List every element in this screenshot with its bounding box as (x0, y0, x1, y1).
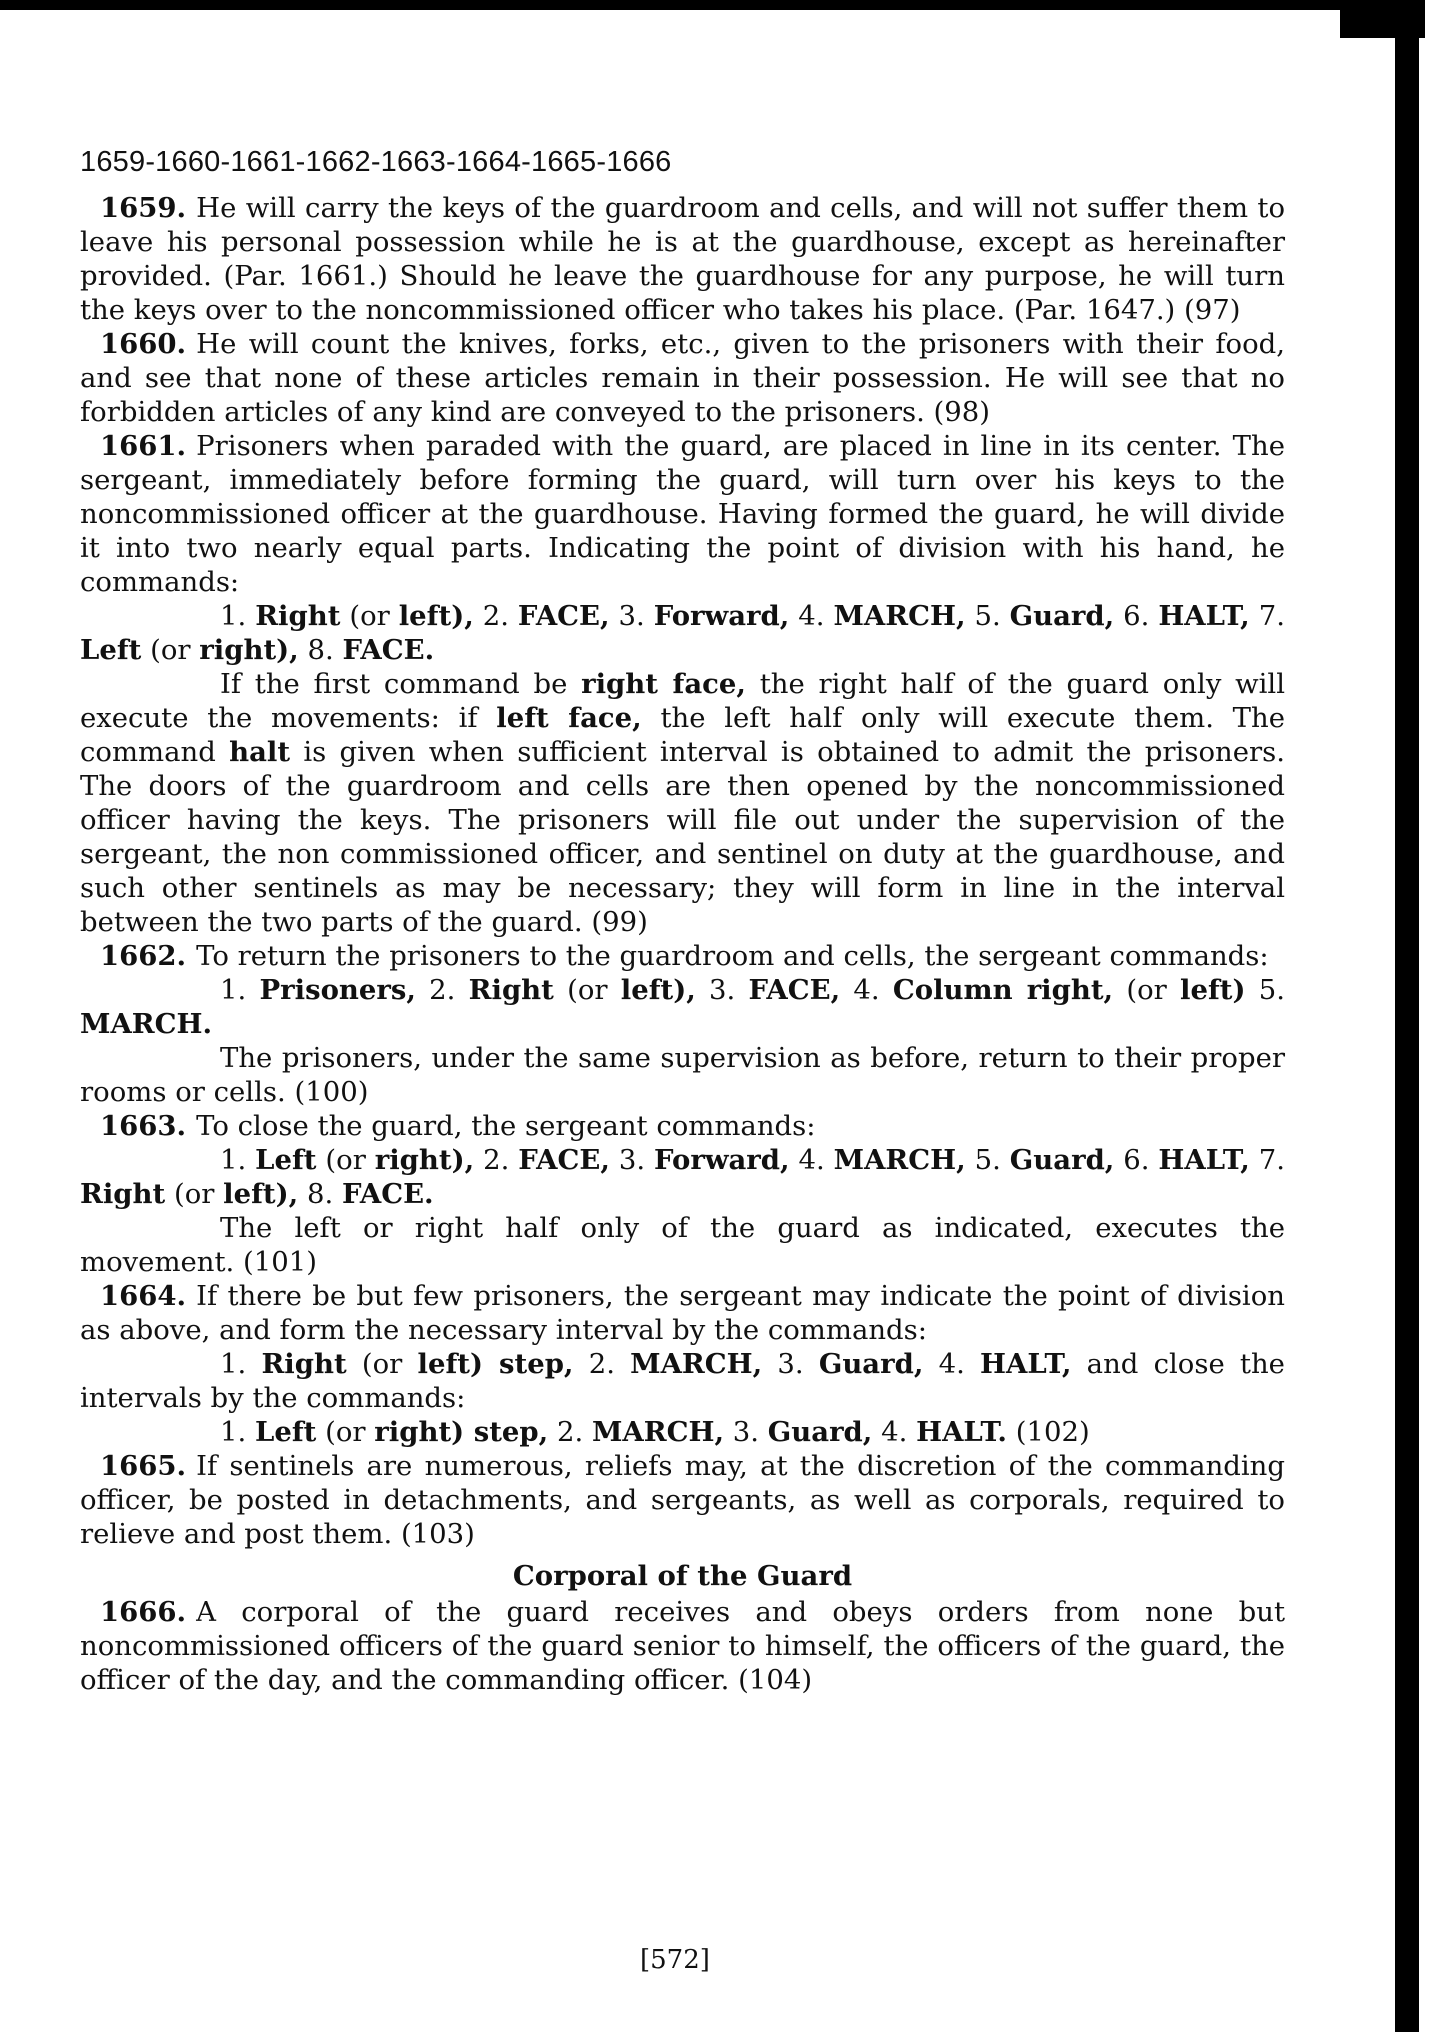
command-separator: 5. (965, 600, 1010, 632)
command-word: Column right, (892, 974, 1114, 1006)
paragraph-text: If sentinels are numerous, reliefs may, at the discretion of the commanding officer, be posted in detachments, and sergeants, as well as corporals, required to relieve and post them. (103) (80, 1450, 1285, 1550)
command-word: Guard, (1009, 1144, 1115, 1176)
command-separator: 8. (298, 1178, 342, 1210)
paragraph-text: To close the guard, the sergeant commands: (196, 1110, 816, 1142)
command-word: left) step, (417, 1348, 574, 1380)
command-number: 1. (220, 1416, 255, 1448)
command-word: left), (223, 1178, 299, 1210)
paragraph-text: He will count the knives, forks, etc., given to the prisoners with their food, and see that none of these articles remain in their possession. He will see that no forbidden articles of any kind are conveyed to the prisoners. (98) (80, 328, 1285, 428)
command-sequence (80, 1415, 1285, 1449)
command-word: HALT, (1158, 1144, 1250, 1176)
scan-top-border (0, 0, 1420, 10)
command-separator: (or (316, 1416, 375, 1448)
command-word: HALT, (980, 1348, 1072, 1380)
paragraph-number: 1666. (100, 1596, 187, 1628)
command-separator: (or (553, 974, 621, 1006)
paragraph-text: To return the prisoners to the guardroom and cells, the sergeant commands: (196, 940, 1269, 972)
paragraph-1666 (80, 1595, 1285, 1697)
document-page (80, 145, 1285, 1697)
command-separator: 2. (548, 1416, 592, 1448)
command-word: left), (620, 974, 696, 1006)
command-word: Guard, (818, 1348, 924, 1380)
command-separator: 4. (923, 1348, 981, 1380)
paragraph-1662 (80, 939, 1285, 973)
command-word: left) (1180, 974, 1246, 1006)
command-separator: 7. (1249, 1144, 1285, 1176)
command-separator: 6. (1114, 600, 1159, 632)
command-sequence (80, 1143, 1285, 1211)
command-sequence (80, 599, 1285, 667)
text-run: is given when sufficient interval is obtained to admit the prisoners. The doors of the guardroom and cells are then opened by the noncommissioned officer having the keys. The prisoners will file out under the supervision of the sergeant, the non commissioned officer, and sentinel on duty at the guardhouse, and such other sentinels as may be necessary; they will form in line in the interval between the two parts of the guard. (99) (80, 736, 1285, 938)
command-separator: 7. (1249, 600, 1285, 632)
text-run: the right half of the guard only will execute the movements: if (80, 668, 1286, 734)
command-word: Prisoners, (259, 974, 416, 1006)
command-separator: (or (1113, 974, 1181, 1006)
command-word: left), (398, 600, 474, 632)
paragraph-text: If there be but few prisoners, the sergeant may indicate the point of division as above, and form the necessary interval by the commands: (80, 1280, 1285, 1346)
paragraph-number: 1665. (100, 1450, 187, 1482)
paragraph-1660 (80, 327, 1285, 429)
command-word: right), (374, 1144, 475, 1176)
command-separator: 5. (965, 1144, 1010, 1176)
command-word: Guard, (767, 1416, 873, 1448)
command-word: MARCH. (80, 1008, 213, 1040)
command-separator: 3. (762, 1348, 819, 1380)
command-word: Right (255, 600, 341, 632)
command-separator: 3. (695, 974, 749, 1006)
command-separator: 3. (724, 1416, 768, 1448)
running-header: 1659-1660-1661-1662-1663-1664-1665-1666 (80, 146, 672, 178)
paragraph-continuation: The prisoners, under the same supervision as before, return to their proper rooms or cells. (100) (80, 1042, 1285, 1108)
bold-term: right face, (581, 668, 746, 700)
paragraph-continuation: The left or right half only of the guard as indicated, executes the movement. (101) (80, 1212, 1285, 1278)
paragraph-number: 1664. (100, 1280, 187, 1312)
command-separator: (or (141, 634, 200, 666)
command-separator: 2. (473, 600, 518, 632)
command-word: MARCH, (630, 1348, 763, 1380)
command-word: Forward, (653, 600, 790, 632)
paragraph-number: 1660. (100, 328, 187, 360)
paragraph-continuation (80, 667, 1285, 939)
command-word: Right (80, 1178, 166, 1210)
command-separator: 8. (298, 634, 343, 666)
command-separator: (or (346, 1348, 418, 1380)
command-word: MARCH, (591, 1416, 725, 1448)
command-word: Right (468, 974, 554, 1006)
command-separator: 2. (573, 1348, 631, 1380)
command-number: 1. (220, 1348, 262, 1380)
command-separator: (or (165, 1178, 224, 1210)
command-word: right), (199, 634, 299, 666)
command-word: Right (261, 1348, 347, 1380)
paragraph-1659 (80, 191, 1285, 327)
command-separator: (102) (1007, 1416, 1090, 1448)
paragraph-text: A corporal of the guard receives and obeys orders from none but noncommissioned officers of the guard senior to himself, the officers of the guard, the officer of the day, and the commanding officer. (104) (80, 1596, 1285, 1696)
command-word: FACE. (341, 1178, 434, 1210)
command-separator: 6. (1114, 1144, 1159, 1176)
paragraph-number: 1661. (100, 430, 187, 462)
command-word: HALT. (916, 1416, 1007, 1448)
command-word: Guard, (1009, 600, 1115, 632)
bold-term: left face, (496, 702, 642, 734)
paragraph-number: 1659. (100, 192, 187, 224)
command-number: 1. (220, 600, 256, 632)
command-number: 1. (220, 974, 260, 1006)
text-run: the left half only will execute them. The command (80, 702, 1286, 768)
paragraph-1663 (80, 1109, 1285, 1143)
command-word: FACE, (748, 974, 841, 1006)
command-separator: 4. (872, 1416, 917, 1448)
command-separator: 2. (415, 974, 469, 1006)
command-number: 1. (220, 1144, 256, 1176)
scan-right-border (1395, 30, 1419, 2032)
command-word: MARCH, (833, 600, 966, 632)
paragraph-1665 (80, 1449, 1285, 1551)
command-word: FACE. (342, 634, 435, 666)
command-separator: (or (316, 1144, 375, 1176)
command-separator: 3. (609, 1144, 654, 1176)
command-word: FACE, (517, 600, 610, 632)
bold-term: halt (229, 736, 291, 768)
paragraph-1664 (80, 1279, 1285, 1347)
command-separator: 3. (609, 600, 654, 632)
paragraph-number: 1662. (100, 940, 187, 972)
command-separator: 4. (840, 974, 893, 1006)
section-heading: Corporal of the Guard (512, 1560, 853, 1592)
command-word: HALT, (1158, 600, 1250, 632)
command-separator: (or (340, 600, 399, 632)
paragraph-text: Prisoners when paraded with the guard, are placed in line in its center. The sergeant, immediately before forming the guard, will turn over his keys to the noncommissioned officer at the guardhouse. Having formed the guard, he will divide it into two nearly equal parts. Indicating the point of division with his hand, he commands: (80, 430, 1285, 598)
command-word: Forward, (653, 1144, 790, 1176)
command-sequence (80, 973, 1285, 1041)
command-word: MARCH, (833, 1144, 966, 1176)
command-word: Left (255, 1144, 317, 1176)
command-separator: 4. (789, 600, 834, 632)
command-word: Left (80, 634, 142, 666)
command-word: Left (254, 1416, 317, 1448)
command-sequence (80, 1347, 1285, 1415)
command-word: right) step, (374, 1416, 549, 1448)
paragraph-text: He will carry the keys of the guardroom and cells, and will not suffer them to leave his personal possession while he is at the guardhouse, except as hereinafter provided. (Par. 1661.) Should he leave the guardhouse for any purpose, he will turn the keys over to the noncommissioned officer who takes his place. (Par. 1647.) (97) (80, 192, 1285, 326)
text-run: If the first command be (220, 668, 582, 700)
command-separator: 5. (1245, 974, 1285, 1006)
page-number: [572] (640, 1945, 710, 1975)
command-word: FACE, (518, 1144, 610, 1176)
command-separator: and close the intervals by the commands: (80, 1348, 1285, 1414)
command-separator: 4. (789, 1144, 834, 1176)
command-separator: 2. (474, 1144, 519, 1176)
paragraph-1661 (80, 429, 1285, 599)
paragraph-number: 1663. (100, 1110, 187, 1142)
